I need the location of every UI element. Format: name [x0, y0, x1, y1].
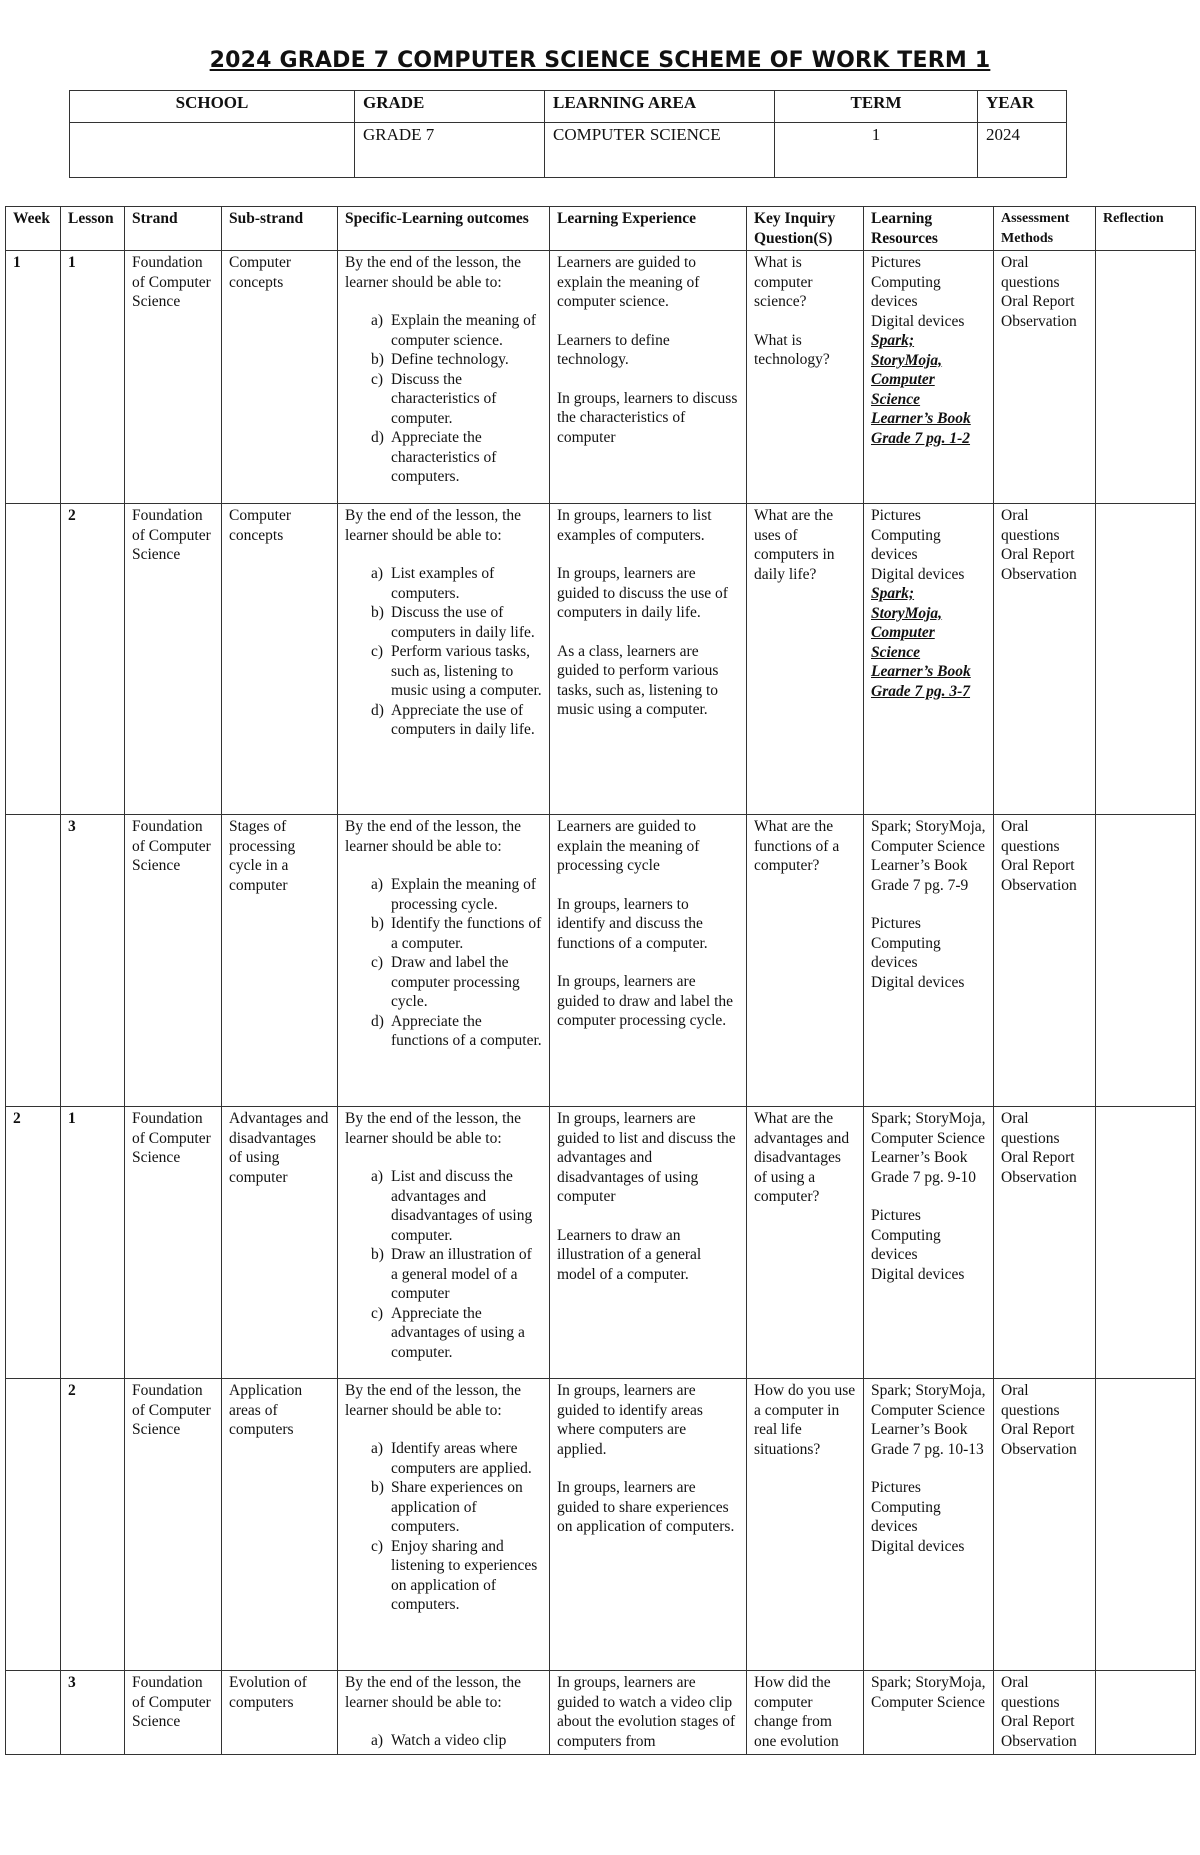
- strand-cell: Foundation of Computer Science: [125, 251, 222, 504]
- reflection-cell: [1096, 815, 1196, 1107]
- header-strand: Strand: [125, 207, 222, 251]
- list-text: Enjoy sharing and listening to experiences on application of computers.: [391, 1537, 538, 1613]
- table-row: [6, 251, 1196, 504]
- experience-paragraph: In groups, learners are guided to watch a video clip about the evolution stages of computers from: [557, 1674, 736, 1750]
- experience-cell: [550, 815, 747, 1107]
- inquiry-question: What is computer science?: [754, 254, 813, 310]
- list-item: [345, 1478, 542, 1537]
- strand-cell: Foundation of Computer Science: [125, 815, 222, 1107]
- list-text: Explain the meaning of processing cycle.: [391, 876, 537, 913]
- info-header-row: [70, 91, 1067, 123]
- list-text: Share experiences on application of computers.: [391, 1479, 523, 1535]
- resource-item: Digital devices: [871, 1537, 965, 1555]
- experience-cell: [550, 1671, 747, 1755]
- assessment-cell: [994, 1379, 1096, 1671]
- substrand-cell: Application areas of computers: [222, 1379, 338, 1671]
- info-value-grade: GRADE 7: [355, 123, 545, 178]
- list-marker: a): [371, 312, 384, 329]
- list-item: [345, 642, 542, 701]
- outcomes-list: [345, 564, 542, 740]
- list-marker: c): [371, 370, 384, 388]
- list-item: [345, 1731, 542, 1751]
- list-marker: d): [371, 701, 384, 719]
- textbook-reference: Spark; StoryMoja, Computer Science: [871, 1674, 986, 1711]
- list-text: Appreciate the use of computers in daily life.: [391, 701, 535, 738]
- strand-cell: Foundation of Computer Science: [125, 1671, 222, 1755]
- week-cell: [6, 504, 61, 815]
- page-title: 2024 GRADE 7 COMPUTER SCIENCE SCHEME OF WORK TERM 1: [209, 48, 991, 73]
- outcomes-cell: [338, 251, 550, 504]
- list-item: [345, 603, 542, 642]
- strand-cell: Foundation of Computer Science: [125, 1379, 222, 1671]
- resources-cell: [864, 1107, 994, 1379]
- list-item: [345, 875, 542, 914]
- list-item: [345, 311, 542, 350]
- outcomes-list: [345, 1731, 542, 1751]
- experience-paragraph: In groups, learners are guided to draw and label the computer processing cycle.: [557, 973, 734, 1029]
- textbook-reference-link[interactable]: Spark; StoryMoja, Computer Science Learner’s Book Grade 7 pg. 3-7: [871, 585, 971, 700]
- list-text: Identify the functions of a computer.: [391, 915, 542, 952]
- assessment-item: Observation: [1001, 876, 1077, 894]
- header-outcomes: Specific-Learning outcomes: [338, 207, 550, 251]
- list-text: Define technology.: [391, 351, 509, 368]
- list-text: Appreciate the characteristics of computers.: [391, 429, 497, 485]
- assessment-item: Oral Report: [1001, 1149, 1075, 1166]
- header-inquiry: Key Inquiry Question(S): [747, 207, 864, 251]
- info-header-grade: GRADE: [355, 91, 545, 123]
- experience-paragraph: Learners are guided to explain the meaning of processing cycle: [557, 818, 700, 874]
- experience-paragraph: In groups, learners to identify and discuss the functions of a computer.: [557, 895, 708, 952]
- experience-paragraph: Learners are guided to explain the meaning of computer science.: [557, 254, 700, 310]
- outcomes-intro: By the end of the lesson, the learner should be able to:: [345, 1674, 522, 1711]
- info-header-year: YEAR: [978, 91, 1067, 123]
- resource-item: Digital devices: [871, 565, 965, 583]
- header-lesson: Lesson: [61, 207, 125, 251]
- assessment-item: Oral Report: [1001, 1421, 1075, 1438]
- table-row: [6, 504, 1196, 815]
- resources-cell: [864, 1671, 994, 1755]
- outcomes-intro: By the end of the lesson, the learner should be able to:: [345, 254, 522, 291]
- assessment-cell: [994, 504, 1096, 815]
- lesson-cell: 3: [61, 1671, 125, 1755]
- outcomes-intro: By the end of the lesson, the learner should be able to:: [345, 507, 522, 544]
- experience-cell: [550, 504, 747, 815]
- strand-cell: Foundation of Computer Science: [125, 504, 222, 815]
- list-item: [345, 1167, 542, 1245]
- assessment-item: Oral questions: [1001, 1674, 1060, 1711]
- info-header-learning-area: LEARNING AREA: [545, 91, 775, 123]
- lesson-cell: 1: [61, 1107, 125, 1379]
- header-reflection: Reflection: [1096, 207, 1196, 251]
- substrand-cell: Computer concepts: [222, 504, 338, 815]
- list-item: [345, 1304, 542, 1363]
- outcomes-cell: [338, 504, 550, 815]
- reflection-cell: [1096, 251, 1196, 504]
- list-text: Watch a video clip: [391, 1732, 507, 1749]
- outcomes-intro: By the end of the lesson, the learner should be able to:: [345, 1382, 522, 1419]
- resource-item: Pictures: [871, 254, 921, 271]
- assessment-item: Oral questions: [1001, 1382, 1060, 1419]
- experience-paragraph: Learners to draw an illustration of a general model of a computer.: [557, 1226, 702, 1283]
- scheme-of-work-table: [5, 206, 1196, 1755]
- resource-item: Pictures: [871, 1207, 921, 1224]
- resources-cell: [864, 251, 994, 504]
- assessment-item: Oral Report: [1001, 857, 1075, 874]
- outcomes-cell: [338, 1379, 550, 1671]
- list-item: [345, 701, 542, 740]
- assessment-item: Observation: [1001, 1732, 1077, 1750]
- inquiry-cell: [747, 504, 864, 815]
- list-item: [345, 1537, 542, 1615]
- list-text: Appreciate the functions of a computer.: [391, 1012, 542, 1049]
- experience-cell: [550, 251, 747, 504]
- list-item: [345, 953, 542, 1012]
- reflection-cell: [1096, 504, 1196, 815]
- outcomes-list: [345, 1439, 542, 1615]
- inquiry-question: What are the advantages and disadvantages of using a computer?: [754, 1110, 850, 1205]
- list-text: Perform various tasks, such as, listening to music using a computer.: [391, 643, 542, 699]
- list-text: Draw an illustration of a general model of a computer: [391, 1246, 532, 1302]
- info-value-school: [70, 123, 355, 178]
- inquiry-question: What is technology?: [754, 331, 830, 368]
- list-item: [345, 350, 542, 370]
- resource-item: Computing devices: [871, 273, 941, 310]
- table-row: [6, 1379, 1196, 1671]
- lesson-cell: 2: [61, 1379, 125, 1671]
- assessment-cell: [994, 251, 1096, 504]
- inquiry-cell: [747, 251, 864, 504]
- list-marker: a): [371, 1168, 384, 1185]
- resources-cell: [864, 815, 994, 1107]
- assessment-item: Oral Report: [1001, 293, 1075, 310]
- list-item: [345, 1245, 542, 1304]
- resource-item: Computing devices: [871, 526, 941, 563]
- textbook-reference: Spark; StoryMoja, Computer Science Learner’s Book Grade 7 pg. 10-13: [871, 1382, 986, 1458]
- list-text: List examples of computers.: [391, 565, 495, 602]
- assessment-item: Observation: [1001, 1440, 1077, 1458]
- inquiry-question: What are the uses of computers in daily life?: [754, 507, 835, 583]
- assessment-item: Oral Report: [1001, 546, 1075, 563]
- list-text: Discuss the use of computers in daily life.: [391, 604, 535, 641]
- list-item: [345, 370, 542, 429]
- reflection-cell: [1096, 1671, 1196, 1755]
- list-marker: b): [371, 604, 384, 621]
- scheme-header-row: [6, 207, 1196, 251]
- list-marker: c): [371, 1537, 384, 1555]
- substrand-cell: Advantages and disadvantages of using computer: [222, 1107, 338, 1379]
- table-row: [6, 1671, 1196, 1755]
- assessment-cell: [994, 1671, 1096, 1755]
- list-text: Appreciate the advantages of using a computer.: [391, 1304, 525, 1361]
- substrand-cell: Evolution of computers: [222, 1671, 338, 1755]
- assessment-item: Observation: [1001, 1168, 1077, 1186]
- outcomes-list: [345, 311, 542, 487]
- list-marker: b): [371, 1246, 384, 1263]
- list-item: [345, 564, 542, 603]
- list-item: [345, 428, 542, 487]
- table-row: [6, 1107, 1196, 1379]
- list-marker: c): [371, 1304, 384, 1322]
- outcomes-list: [345, 875, 542, 1051]
- list-marker: d): [371, 1012, 384, 1030]
- assessment-item: Observation: [1001, 565, 1077, 583]
- substrand-cell: Computer concepts: [222, 251, 338, 504]
- header-assessment: Assessment Methods: [994, 207, 1096, 251]
- textbook-reference: Spark; StoryMoja, Computer Science Learner’s Book Grade 7 pg. 7-9: [871, 818, 986, 894]
- list-marker: a): [371, 565, 384, 582]
- list-marker: c): [371, 954, 384, 971]
- experience-paragraph: In groups, learners are guided to identify areas where computers are applied.: [557, 1382, 703, 1458]
- assessment-item: Oral questions: [1001, 818, 1060, 855]
- textbook-reference-link[interactable]: Spark; StoryMoja, Computer Science Learner’s Book Grade 7 pg. 1-2: [871, 332, 971, 447]
- week-cell: 1: [6, 251, 61, 504]
- school-info-table: [69, 90, 1067, 178]
- experience-paragraph: In groups, learners are guided to list and discuss the advantages and disadvantages of using computer: [557, 1110, 736, 1205]
- substrand-cell: Stages of processing cycle in a computer: [222, 815, 338, 1107]
- list-marker: a): [371, 876, 384, 893]
- inquiry-cell: [747, 815, 864, 1107]
- resource-item: Computing devices: [871, 1226, 941, 1263]
- resource-item: Pictures: [871, 1479, 921, 1496]
- list-text: Discuss the characteristics of computer.: [391, 370, 497, 427]
- header-week: Week: [6, 207, 61, 251]
- list-text: Identify areas where computers are applied.: [391, 1440, 532, 1477]
- resource-item: Digital devices: [871, 312, 965, 330]
- lesson-cell: 1: [61, 251, 125, 504]
- list-marker: b): [371, 915, 384, 932]
- assessment-cell: [994, 1107, 1096, 1379]
- experience-paragraph: In groups, learners to list examples of computers.: [557, 507, 712, 544]
- header-resources: Learning Resources: [864, 207, 994, 251]
- textbook-reference: Spark; StoryMoja, Computer Science Learner’s Book Grade 7 pg. 9-10: [871, 1110, 986, 1186]
- reflection-cell: [1096, 1107, 1196, 1379]
- info-header-school: SCHOOL: [70, 91, 355, 123]
- list-marker: a): [371, 1440, 384, 1457]
- experience-cell: [550, 1107, 747, 1379]
- resource-item: Computing devices: [871, 1498, 941, 1535]
- list-text: Draw and label the computer processing cycle.: [391, 954, 520, 1010]
- list-item: [345, 1439, 542, 1478]
- assessment-cell: [994, 815, 1096, 1107]
- list-text: Explain the meaning of computer science.: [391, 312, 537, 349]
- inquiry-cell: [747, 1379, 864, 1671]
- list-marker: a): [371, 1732, 384, 1749]
- outcomes-list: [345, 1167, 542, 1362]
- week-cell: [6, 1671, 61, 1755]
- header-experience: Learning Experience: [550, 207, 747, 251]
- list-marker: b): [371, 351, 384, 368]
- experience-cell: [550, 1379, 747, 1671]
- experience-paragraph: As a class, learners are guided to perform various tasks, such as, listening to music using a computer.: [557, 642, 719, 718]
- week-cell: [6, 815, 61, 1107]
- resources-cell: [864, 504, 994, 815]
- inquiry-question: How did the computer change from one evolution: [754, 1674, 839, 1750]
- inquiry-cell: [747, 1107, 864, 1379]
- info-value-term: 1: [775, 123, 978, 178]
- outcomes-cell: [338, 1671, 550, 1755]
- resource-item: Digital devices: [871, 1265, 965, 1283]
- list-marker: d): [371, 429, 384, 446]
- table-row: [6, 815, 1196, 1107]
- info-value-year: 2024: [978, 123, 1067, 178]
- info-value-row: [70, 123, 1067, 178]
- list-text: List and discuss the advantages and disadvantages of using computer.: [391, 1168, 533, 1244]
- inquiry-question: How do you use a computer in real life situations?: [754, 1382, 856, 1458]
- experience-paragraph: In groups, learners to discuss the characteristics of computer: [557, 389, 738, 446]
- inquiry-question: What are the functions of a computer?: [754, 818, 840, 874]
- lesson-cell: 3: [61, 815, 125, 1107]
- outcomes-intro: By the end of the lesson, the learner should be able to:: [345, 818, 522, 855]
- info-value-learning-area: COMPUTER SCIENCE: [545, 123, 775, 178]
- week-cell: [6, 1379, 61, 1671]
- resource-item: Digital devices: [871, 973, 965, 991]
- assessment-item: Oral Report: [1001, 1713, 1075, 1730]
- strand-cell: Foundation of Computer Science: [125, 1107, 222, 1379]
- list-item: [345, 914, 542, 953]
- resource-item: Computing devices: [871, 934, 941, 971]
- resource-item: Pictures: [871, 507, 921, 524]
- experience-paragraph: In groups, learners are guided to discuss the use of computers in daily life.: [557, 565, 728, 621]
- assessment-item: Oral questions: [1001, 507, 1060, 544]
- assessment-item: Oral questions: [1001, 1110, 1060, 1147]
- outcomes-cell: [338, 1107, 550, 1379]
- resource-item: Pictures: [871, 915, 921, 932]
- assessment-item: Oral questions: [1001, 254, 1060, 291]
- assessment-item: Observation: [1001, 312, 1077, 330]
- outcomes-cell: [338, 815, 550, 1107]
- list-marker: b): [371, 1479, 384, 1496]
- inquiry-cell: [747, 1671, 864, 1755]
- list-marker: c): [371, 643, 384, 660]
- resources-cell: [864, 1379, 994, 1671]
- list-item: [345, 1012, 542, 1051]
- experience-paragraph: In groups, learners are guided to share experiences on application of computers.: [557, 1479, 735, 1535]
- week-cell: 2: [6, 1107, 61, 1379]
- experience-paragraph: Learners to define technology.: [557, 331, 670, 368]
- outcomes-intro: By the end of the lesson, the learner should be able to:: [345, 1110, 522, 1147]
- header-substrand: Sub-strand: [222, 207, 338, 251]
- info-header-term: TERM: [775, 91, 978, 123]
- reflection-cell: [1096, 1379, 1196, 1671]
- lesson-cell: 2: [61, 504, 125, 815]
